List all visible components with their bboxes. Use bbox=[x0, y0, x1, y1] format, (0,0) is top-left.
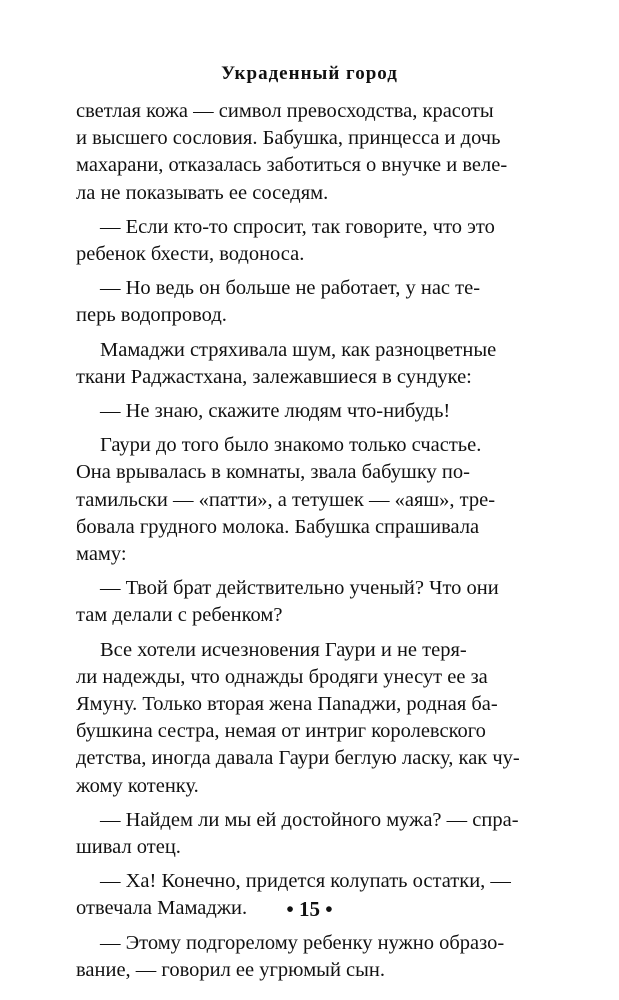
text-line: — Если кто-то спросит, так говорите, что это bbox=[100, 215, 495, 238]
text-line: Гаури до того было знакомо только счастье. bbox=[100, 434, 482, 457]
text-line: Ямуну. Только вторая жена Паnаджи, родная ба- bbox=[76, 693, 498, 716]
text-line: тамильски — «патти», а тетушек — «аяш», тре- bbox=[76, 488, 496, 511]
paragraph bbox=[76, 930, 512, 984]
page-number: • 15 • bbox=[286, 897, 333, 921]
text-line: — Этому подгорелому ребенку нужно образо- bbox=[100, 931, 505, 954]
text-line: ла не показывать ее соседям. bbox=[76, 181, 329, 204]
paragraph bbox=[76, 214, 512, 268]
text-line: — Не знаю, скажите людям что-нибудь! bbox=[100, 400, 451, 423]
text-line: — Найдем ли мы ей достойного мужа? — спра- bbox=[100, 808, 519, 831]
text-line: жому котенку. bbox=[76, 774, 199, 797]
text-line: отвечала Мамаджи. bbox=[76, 897, 248, 920]
text-line: Она врывалась в комнаты, звала бабушку по- bbox=[76, 461, 470, 484]
paragraph bbox=[76, 807, 519, 861]
text-line: ребенок бхести, водоноса. bbox=[76, 243, 305, 266]
text-line: — Твой брат действительно ученый? Что они bbox=[100, 577, 499, 600]
paragraph bbox=[76, 637, 520, 800]
paragraph bbox=[76, 575, 512, 629]
text-line: и высшего сословия. Бабушка, принцесса и дочь bbox=[76, 127, 501, 150]
text-line: бушкина сестра, немая от интриг королевского bbox=[76, 720, 486, 743]
paragraph bbox=[76, 98, 512, 207]
text-line: ли надежды, что однажды бродяги унесут ее за bbox=[76, 665, 488, 688]
text-line: — Ха! Конечно, придется колупать остатки, — bbox=[100, 870, 511, 893]
text-line: перь водопровод. bbox=[76, 304, 227, 327]
body-text bbox=[76, 98, 520, 991]
text-line: маму: bbox=[76, 543, 127, 566]
text-line: Мамаджи стряхивала шум, как разноцветные bbox=[100, 338, 497, 361]
paragraph bbox=[76, 398, 512, 425]
text-line: Все хотели исчезновения Гаури и не теря- bbox=[100, 638, 467, 661]
text-line: — Но ведь он больше не работает, у нас те- bbox=[100, 277, 481, 300]
text-line: детства, иногда давала Гаури беглую ласку, как чу- bbox=[76, 747, 520, 770]
text-line: бовала грудного молока. Бабушка спрашивала bbox=[76, 515, 480, 538]
running-title: Украденный город bbox=[221, 63, 398, 84]
text-line: вание, — говорил ее угрюмый сын. bbox=[76, 958, 386, 981]
text-line: там делали с ребенком? bbox=[76, 604, 283, 627]
paragraph bbox=[76, 275, 512, 329]
text-line: махарани, отказалась заботиться о внучке и веле- bbox=[76, 154, 508, 177]
paragraph bbox=[76, 432, 512, 568]
text-line: шивал отец. bbox=[76, 836, 181, 859]
text-line: светлая кожа — символ превосходства, красоты bbox=[76, 100, 494, 122]
paragraph bbox=[76, 337, 512, 391]
text-line: ткани Раджастхана, залежавшиеся в сундуке: bbox=[76, 365, 472, 388]
